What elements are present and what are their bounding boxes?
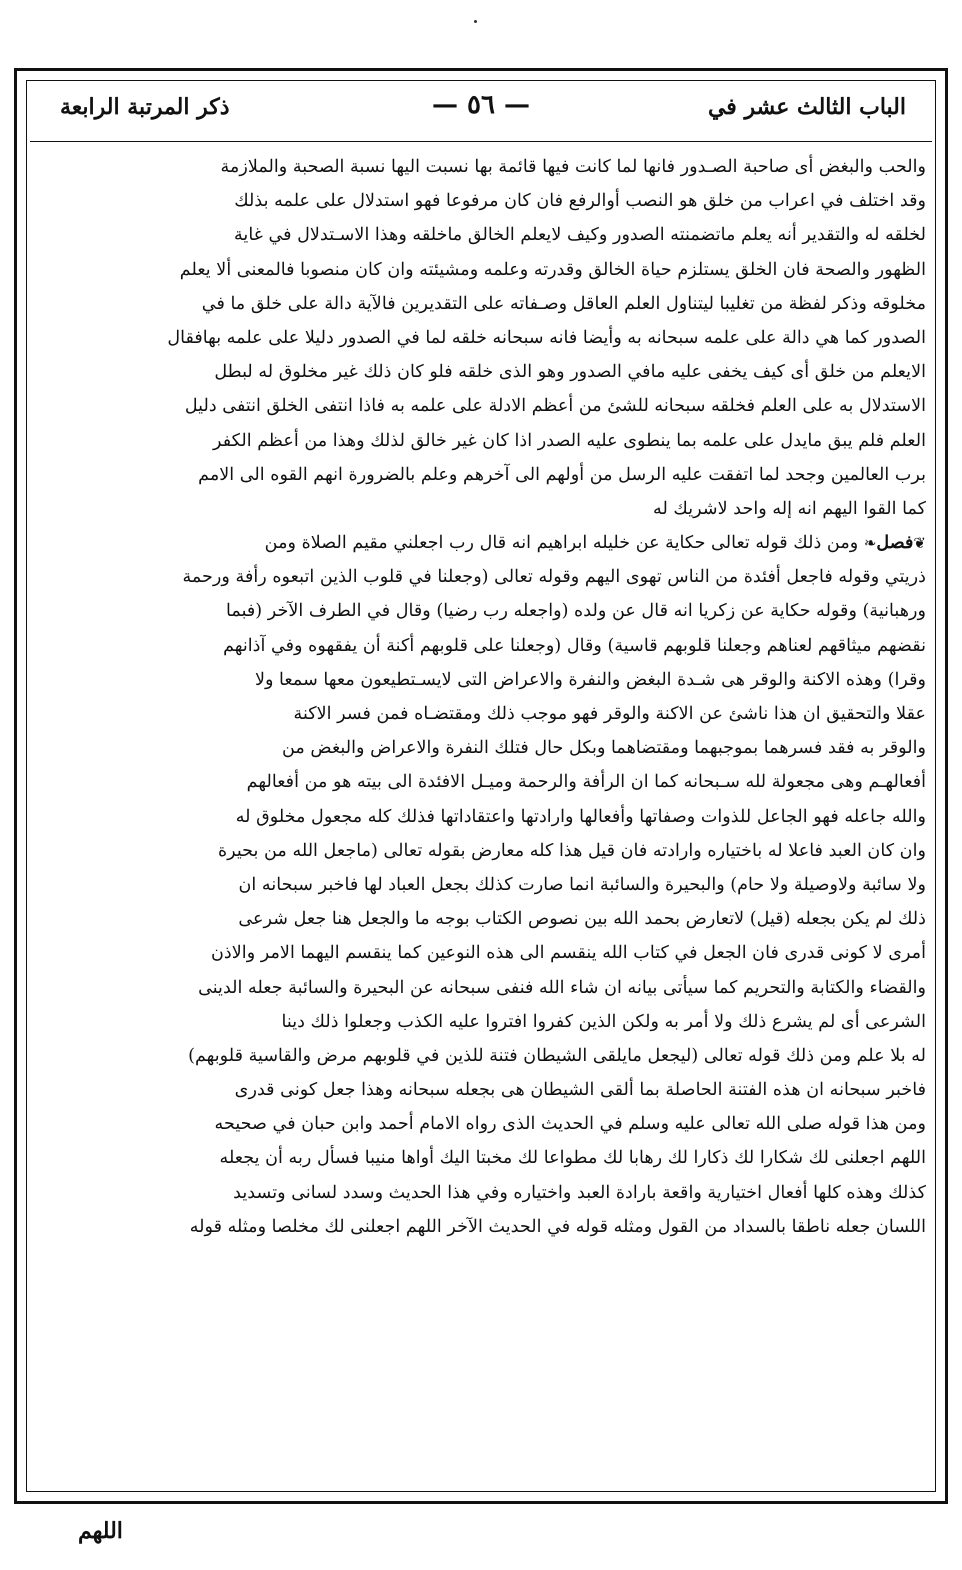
text-line: أفعالهـم وهى مجعولة لله سـبحانه كما ان الرأفة والرحمة وميـل الافئدة الى بيته هو من أفعالهم — [246, 772, 926, 793]
text-line: الاستدلال به على العلم فخلقه سبحانه للشئ من أعظم الادلة على علمه به فاذا انتفى الخلق انتفى دليل — [184, 396, 926, 417]
text-line: ورهبانية) وقوله حكاية عن زكريا انه قال عن ولده (واجعله رب رضيا) وقال في الطرف الآخر (فبما — [226, 601, 926, 622]
text-line: وان كان العبد فاعلا له باختياره وارادته فان قيل هذا كله معارض بقوله تعالى (ماجعل الله من بحيرة — [217, 840, 926, 861]
chapter-title: الباب الثالث عشر في — [707, 94, 906, 120]
text-line: ذلك لم يكن بجعله (قيل) لاتعارض بحمد الله بين نصوص الكتاب بوجه ما والجعل هنا جعل شرعى — [238, 909, 926, 930]
text-line: ومن هذا قوله صلى الله تعالى عليه وسلم في الحديث الذى رواه الامام أحمد وابن حبان في صحيحه — [214, 1114, 926, 1135]
text-line: والله جاعله فهو الجاعل للذوات وصفاتها وأفعالها وارادتها واعتقاداتها فذلك كله مجعول مخلوق له — [235, 806, 926, 827]
text-line: نقضهم ميثاقهم لعناهم وجعلنا قلوبهم قاسية) وقال (وجعلنا على قلوبهم أكنة أن يفقهوه وفي آذانهم — [223, 635, 926, 656]
text-line: الايعلم من خلق أى كيف يخفى عليه مافي الصدور وهو الذى خلقه فلو كان ذلك غير مخلوق له لبطل — [214, 362, 926, 383]
text-line: والوقر به فقد فسرهما بموجبهما ومقتضاهما وبكل حال فتلك النفرة والاعراض والبغض من — [281, 738, 926, 759]
text-line: له بلا علم ومن ذلك قوله تعالى (ليجعل مايلقى الشيطان فتنة للذين في قلوبهم مرض والقاسية قلوبهم) — [188, 1045, 926, 1066]
section-start-line — [36, 526, 926, 560]
text-line: عقلا والتحقيق ان هذا ناشئ عن الاكنة والوقر فهو موجب ذلك ومقتضـاه فمن فسر الاكنة — [293, 704, 926, 724]
text-line: ولا سائبة ولاوصيلة ولا حام) والبحيرة والسائبة انما صارت كذلك بجعل العباد لها فاخبر سبحانه ان — [238, 874, 926, 895]
ornament-icon: ❧ — [863, 534, 877, 553]
text-line: كما القوا اليهم انه إله واحد لاشريك له — [653, 498, 926, 519]
text-line: الشرعى أى لم يشرع ذلك ولا أمر به ولكن الذين كفروا افتروا عليه الكذب وجعلوا ذلك دينا — [281, 1011, 926, 1032]
ornament-icon: ❦ — [913, 534, 926, 553]
text-line: وقرا) وهذه الاكنة والوقر هى شـدة البغض والنفرة والاعراض التى لايسـتطيعون معها سمعا ولا — [254, 669, 926, 690]
text-line: لخلقه له والتقدير أنه يعلم ماتضمنته الصدور وكيف لايعلم الخالق ماخلقه وهذا الاسـتدلال في غاية — [234, 225, 926, 246]
text-line: برب العالمين وجحد لما اتفقت عليه الرسل من أولهم الى آخرهم وعلم بالضرورة انهم القوه الى الامم — [198, 464, 926, 485]
text-line: وقد اختلف في اعراب من خلق هو النصب أوالرفع فان كان مرفوعا فهو استدلال على علمه بذلك — [234, 191, 926, 212]
text-line: فاخبر سبحانه ان هذه الفتنة الحاصلة بما ألقى الشيطان هى بجعله سبحانه وهذا جعل كونى قدرى — [234, 1080, 926, 1101]
page-number: — ٥٦ — — [431, 90, 531, 120]
text-line: الظهور والصحة فان الخلق يستلزم حياة الخالق وقدرته وعلمه ومشيئته وان كان منصوبا فالمعنى ألا يعلم — [179, 259, 926, 280]
main-text — [36, 150, 926, 1482]
section-title: ذكر المرتبة الرابعة — [60, 94, 230, 120]
text-line: العلم فلم يبق مايدل على علمه بما ينطوى عليه الصدر اذا كان غير خالق لذلك وهذا من أعظم الكفر — [213, 430, 926, 451]
speck — [474, 20, 477, 23]
section-label: فصل — [876, 532, 914, 554]
text-line: اللهم اجعلنى لك شكارا لك ذكارا لك رهابا لك مطواعا لك مخبتا اليك أواها منيبا فسأل ربه أن يجعله — [219, 1148, 926, 1169]
catchword: اللهم — [78, 1518, 123, 1544]
text-line: أمرى لا كونى قدرى فان الجعل في كتاب الله ينقسم الى هذه النوعين كما ينقسم اليهما الامر والاذن — [211, 943, 926, 964]
text-line: ومن ذلك قوله تعالى حكاية عن خليله ابراهيم انه قال رب اجعلني مقيم الصلاة ومن — [264, 533, 859, 554]
text-line: والقضاء والكتابة والتحريم كما سيأتى بيانه ان شاء الله فنفى سبحانه عن البحيرة والسائبة جعله الدينى — [198, 977, 926, 998]
text-line: الصدور كما هي دالة على علمه سبحانه به وأيضا فانه سبحانه خلقه لما في الصدور دليلا على علمه بهافقال — [167, 327, 926, 348]
text-line: اللسان جعله ناطقا بالسداد من القول ومثله قوله في الحديث الآخر اللهم اجعلنى لك مخلصا ومثله قوله — [189, 1216, 926, 1237]
text-line: والحب والبغض أى صاحبة الصـدور فانها لما كانت فيها قائمة بها نسبت اليها نسبة الصحبة والملازمة — [220, 157, 926, 177]
text-line: مخلوقه وذكر لفظة من تغليبا ليتناول العلم العاقل وصـفاته على التقديرين فالآية دالة على خلق ما في — [201, 293, 926, 314]
running-header — [30, 84, 932, 142]
text-line: ذريتي وقوله فاجعل أفئدة من الناس تهوى اليهم وقوله تعالى (وجعلنا في قلوب الذين اتبعوه رأفة ورحمة — [182, 567, 926, 588]
text-line: كذلك وهذه كلها أفعال اختيارية واقعة بارادة العبد واختياره وفي هذا الحديث وسدد لسانى وتسديد — [233, 1182, 926, 1203]
